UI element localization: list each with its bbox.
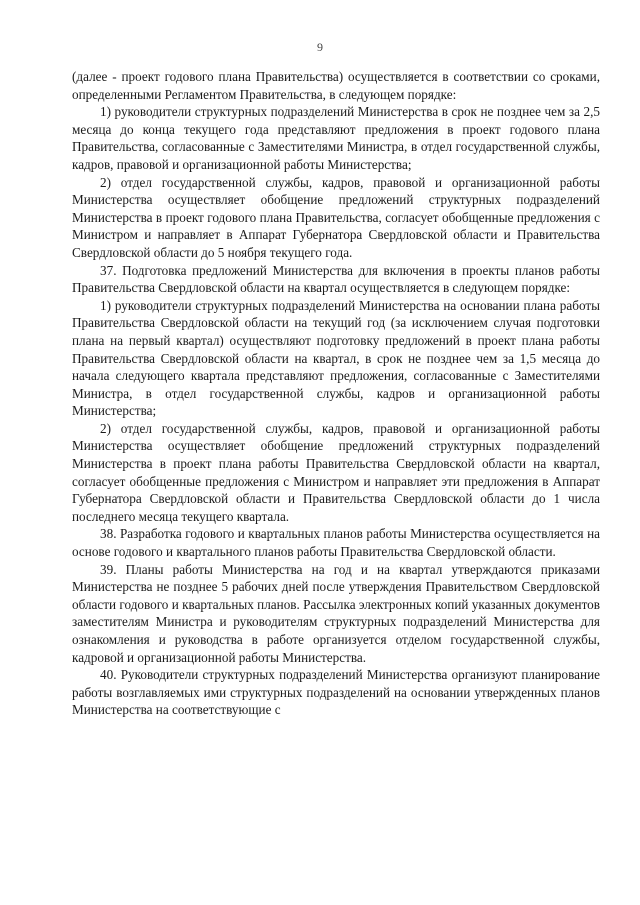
paragraph-37-item-2: 2) отдел государственной службы, кадров, правовой и организационной работы Министерства осуществляет обобщение предложений структурных подразделений Министерства в проект плана работы Правительства Свердловской области на квартал, согласует обобщенные предложения с Министром и направляет эти предложения в Аппарат Губернатора Свердловской области и Правительства Свердловской области до 1 числа последнего месяца текущего квартала. (72, 420, 600, 524)
paragraph-continuation: (далее - проект годового плана Правительства) осуществляется в соответствии со сроками, определенными Регламентом Правительства, в следующем порядке: (72, 69, 600, 102)
paragraph-38: 38. Разработка годового и квартальных планов работы Министерства осуществляется на основе годового и квартального планов работы Правительства Свердловской области. (72, 526, 600, 560)
paragraph-40: 40. Руководители структурных подразделений Министерства организуют планирование работы возглавляемых ими структурных подразделений на основании утвержденных планов Министерства на соответствующие с (72, 667, 600, 718)
paragraph-37-item-1: 1) руководители структурных подразделений Министерства на основании плана работы Правительства Свердловской области на текущий год (за исключением случая подготовки плана на первый квартал) осуществляют подготовку предложений в проект плана работы Правительства Свердловской области на квартал, в срок не позднее чем за 1,5 месяца до начала следующего квартала представляют предложения, согласованные с Заместителями Министра, в отдел государственной службы, кадров и организационной работы Министерства; (72, 297, 600, 419)
paragraph-item-2: 2) отдел государственной службы, кадров, правовой и организационной работы Министерства осуществляет обобщение предложений структурных подразделений Министерства в проект годового плана Правительства, согласует обобщенные предложения с Министром и направляет в Аппарат Губернатора Свердловской области и Правительства Свердловской области до 5 ноября текущего года. (72, 174, 600, 260)
page-number: 9 (317, 40, 323, 54)
document-body (72, 68, 600, 719)
paragraph-39: 39. Планы работы Министерства на год и на квартал утверждаются приказами Министерства не позднее 5 рабочих дней после утверждения Правительством Свердловской области годового и квартальных планов. Рассылка электронных копий указанных документов заместителям Министра и руководителям структурных подразделений Министерства для ознакомления и руководства в работе организуется отделом государственной службы, кадровой и организационной работы Министерства. (72, 561, 600, 665)
paragraph-37: 37. Подготовка предложений Министерства для включения в проекты планов работы Правительства Свердловской области на квартал осуществляется в следующем порядке: (72, 262, 600, 296)
paragraph-item-1: 1) руководители структурных подразделений Министерства в срок не позднее чем за 2,5 месяца до конца текущего года представляют предложения в проект годового плана Правительства, согласованные с Заместителями Министра, в отдел государственной службы, кадров, правовой и организационной работы Министерства; (72, 104, 600, 172)
